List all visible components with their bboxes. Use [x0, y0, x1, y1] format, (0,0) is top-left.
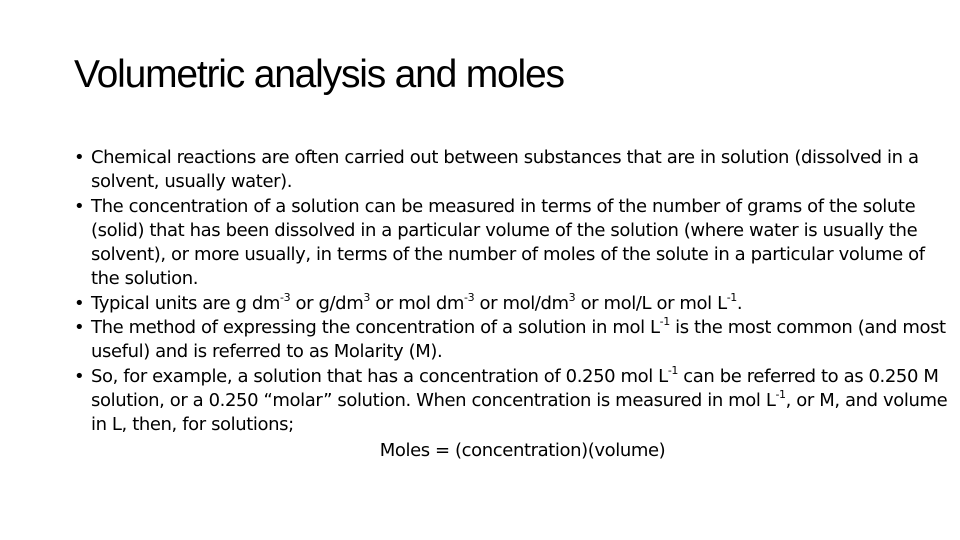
bullet-text: or mol/L or mol L	[575, 292, 727, 314]
bullet-item-concentration	[74, 195, 954, 292]
slide-title: Volumetric analysis and moles	[74, 53, 564, 96]
bullet-text: Chemical reactions are often carried out between substances that are in solution (dissolved in a solvent, usually water).	[91, 147, 919, 193]
bullet-text: The concentration of a solution can be measured in terms of the number of grams of the solute (solid) that has been dissolved in a particular volume of the solution (where water is usually the solvent), or more usually, in terms of the number of moles of the solute in a particular volume of the solution.	[91, 195, 925, 290]
bullet-item-solutions	[74, 146, 954, 195]
superscript: -3	[280, 290, 291, 304]
bullet-dot: •	[74, 365, 85, 387]
bullet-list	[74, 146, 954, 463]
superscript: -1	[667, 363, 678, 377]
bullet-text: or mol/dm	[474, 292, 569, 314]
formula-line: Moles = (concentration)(volume)	[379, 439, 666, 461]
bullet-item-molarity	[74, 316, 954, 365]
bullet-item-example	[74, 365, 954, 438]
bullet-text: The method of expressing the concentration of a solution in mol L	[91, 317, 660, 339]
bullet-text: So, for example, a solution that has a concentration of 0.250 mol L	[91, 365, 668, 387]
bullet-text: , or M, and volume in L, then, for solutions;	[91, 389, 948, 436]
bullet-dot: •	[74, 195, 85, 217]
bullet-item-units	[74, 292, 954, 316]
bullet-text: is the most common (and most useful) and is referred to as Molarity (M).	[91, 317, 946, 363]
superscript: -3	[464, 290, 475, 304]
superscript: -1	[726, 290, 737, 304]
superscript: -1	[659, 315, 670, 329]
bullet-text: Typical units are g dm	[91, 292, 281, 314]
superscript: 3	[363, 290, 370, 304]
bullet-dot: •	[74, 147, 85, 168]
bullet-text: can be referred to as 0.250 M solution, or a 0.250 “molar” solution. When concentration is measured in mol L	[91, 365, 939, 411]
bullet-text: .	[736, 292, 743, 314]
superscript: -1	[775, 387, 786, 401]
bullet-dot: •	[74, 292, 85, 314]
bullet-text: or mol dm	[369, 292, 465, 314]
bullet-text: or g/dm	[290, 292, 364, 314]
superscript: 3	[568, 290, 576, 304]
bullet-dot: •	[74, 317, 85, 339]
